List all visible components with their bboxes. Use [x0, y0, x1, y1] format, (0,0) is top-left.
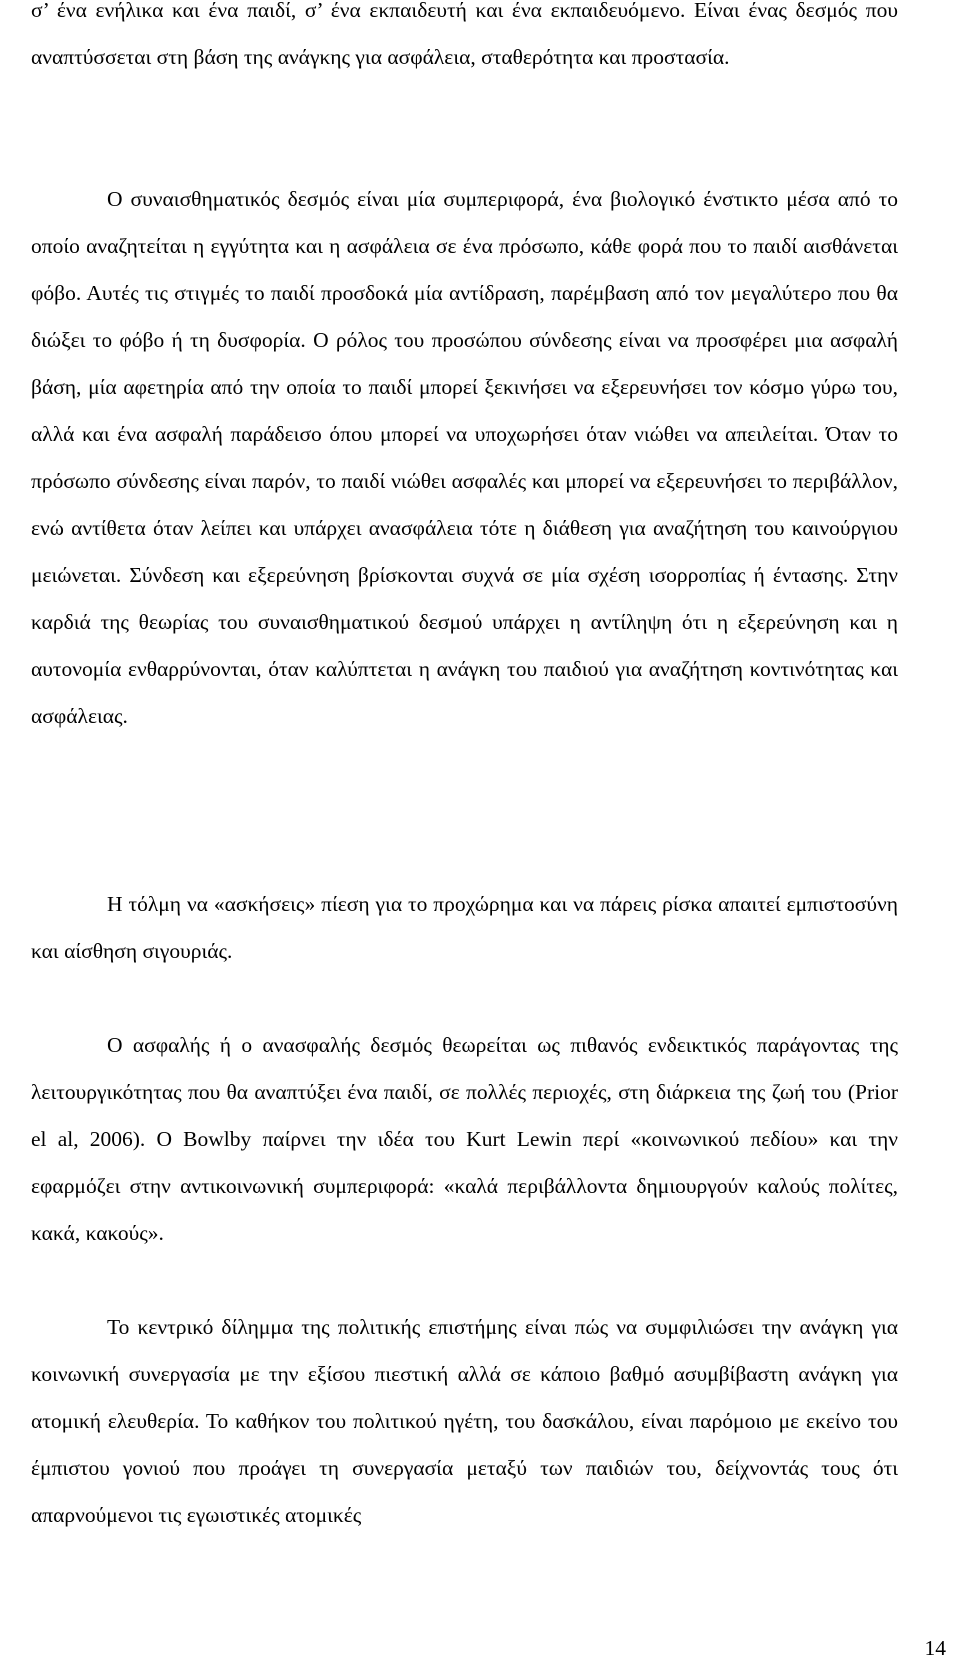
- paragraph-attachment-bond: Ο συναισθηματικός δεσμός είναι μία συμπεριφορά, ένα βιολογικό ένστικτο μέσα από το οποίο αναζητείται η εγγύτητα και η ασφάλεια σε ένα πρόσωπο, κάθε φορά που το παιδί αισθάνεται φόβο. Αυτές τις στιγμές το παιδί προσδοκά μία αντίδραση, παρέμβαση από τον μεγαλύτερο που θα διώξει το φόβο ή τη δυσφορία. Ο ρόλος του προσώπου σύνδεσης είναι να προσφέρει μια ασφαλή βάση, μία αφετηρία από την οποία το παιδί μπορεί ξεκινήσει να εξερευνήσει τον κόσμο γύρω του, αλλά και ένα ασφαλή παράδεισο όπου μπορεί να υποχωρήσει όταν νιώθει να απειλείται. Όταν το πρόσωπο σύνδεσης είναι παρόν, το παιδί νιώθει ασφαλές και μπορεί να εξερευνήσει το περιβάλλον, ενώ αντίθετα όταν λείπει και υπάρχει ανασφάλεια τότε η διάθεση για αναζήτηση του καινούργιου μειώνεται. Σύνδεση και εξερεύνηση βρίσκονται συχνά σε μία σχέση ισορροπίας ή έντασης. Στην καρδιά της θεωρίας του συναισθηματικού δεσμού υπάρχει η αντίληψη ότι η εξερεύνηση και η αυτονομία ενθαρρύνονται, όταν καλύπτεται η ανάγκη του παιδιού για αναζήτηση κοντινότητας και ασφάλειας.: [31, 187, 898, 728]
- paragraph-political-dilemma: Το κεντρικό δίλημμα της πολιτικής επιστήμης είναι πώς να συμφιλιώσει την ανάγκη για κοινωνική συνεργασία με την εξίσου πιεστική αλλά σε κάποιο βαθμό ασυμβίβαστη ανάγκη για ατομική ελευθερία. Το καθήκον του πολιτικού ηγέτη, του δασκάλου, είναι παρόμοιο με εκείνο του έμπιστου γονιού που προάγει τη συνεργασία μεταξύ των παιδιών του, δείχνοντάς τους ότι απαρνούμενοι τις εγωιστικές ατομικές: [31, 1315, 898, 1527]
- paragraph-secure-insecure-bond: Ο ασφαλής ή ο ανασφαλής δεσμός θεωρείται ως πιθανός ενδεικτικός παράγοντας της λειτουργικότητας που θα αναπτύξει ένα παιδί, σε πολλές περιοχές, στη διάρκεια της ζωή του (Prior el al, 2006). Ο Bowlby παίρνει την ιδέα του Kurt Lewin περί «κοινωνικού πεδίου» και την εφαρμόζει στην αντικοινωνική συμπεριφορά: «καλά περιβάλλοντα δημιουργούν καλούς πολίτες, κακά, κακούς».: [31, 1033, 898, 1245]
- paragraph-continuation: σ’ ένα ενήλικα και ένα παιδί, σ’ ένα εκπαιδευτή και ένα εκπαιδευόμενο. Είναι ένας δεσμός που αναπτύσσεται στη βάση της ανάγκης για ασφάλεια, σταθερότητα και προστασία.: [31, 0, 898, 69]
- paragraph-courage-trust: Η τόλμη να «ασκήσεις» πίεση για το προχώρημα και να πάρεις ρίσκα απαιτεί εμπιστοσύνη και αίσθηση σιγουριάς.: [31, 892, 898, 963]
- page-number: 14: [924, 1636, 946, 1660]
